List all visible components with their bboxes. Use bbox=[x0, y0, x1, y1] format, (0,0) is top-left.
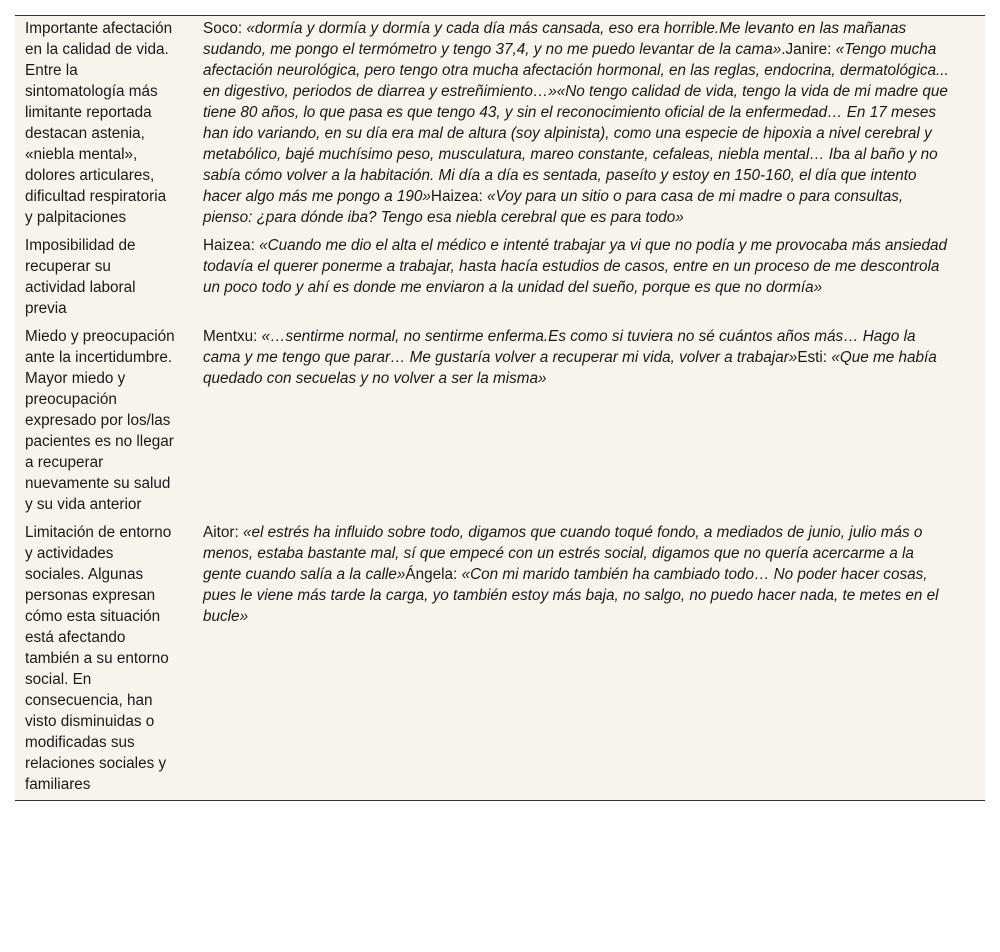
quote-text: «dormía y dormía y dormía y cada día más cansada, eso era horrible.Me levanto en las mañanas sudando, me pongo el termómetro y tengo 37,4, y no me puedo levantar de la cama» bbox=[203, 20, 907, 58]
quote-text: «…sentirme normal, no sentirme enferma.Es como si tuviera no sé cuántos años más… Hago la cama y me tengo que parar… Me gustaría volver a recuperar mi vida, volver a trabajar» bbox=[203, 328, 916, 366]
table-row bbox=[15, 324, 985, 520]
quote-text: «Tengo mucha afectación neurológica, pero tengo otra mucha afectación hormonal, en las reglas, endocrina, dermatológica... en digestivo, periodos de diarrea y estreñimiento…»«No tengo calidad de vida, tengo la vida de mi madre que tiene 80 años, lo que pasa es que tengo 43, y sin el reconocimiento oficial de la enfermedad… En 17 meses han ido variando, en su día era mal de altura (soy alpinista), como una especie de hipoxia a nivel cerebral y metabólico, bajé muchísimo peso, musculatura, mareo constante, cefaleas, niebla mental… Iba al baño y no sabía cómo volver a la habitación. Mi día a día es sentada, paseíto y estoy en 150-160, el día que intento hacer algo más me pongo a 190» bbox=[203, 41, 949, 205]
quotes-cell bbox=[203, 16, 985, 233]
theme-cell: Importante afectación en la calidad de vida. Entre la sintomatología más limitante reportada destacan astenia, «niebla mental», dolores articulares, dificultad respiratoria y palpitaciones bbox=[25, 20, 173, 226]
quotes-cell bbox=[203, 233, 985, 324]
quotes-cell bbox=[203, 520, 985, 800]
quotes-table-container bbox=[15, 15, 985, 801]
table-row bbox=[15, 233, 985, 324]
quote-text: «Con mi marido también ha cambiado todo… No poder hacer cosas, pues le viene más tarde la carga, yo también estoy más baja, no salgo, no puedo hacer nada, te metes en el bucle» bbox=[203, 566, 939, 625]
table-row bbox=[15, 16, 985, 233]
speaker-label: Soco: bbox=[203, 20, 247, 37]
speaker-label: .Janire: bbox=[781, 41, 836, 58]
speaker-label: Ángela: bbox=[405, 566, 462, 583]
quotes-table bbox=[15, 16, 985, 800]
quotes-cell bbox=[203, 324, 985, 520]
quote-text: «Voy para un sitio o para casa de mi madre o para consultas, pienso: ¿para dónde iba? Tengo esa niebla cerebral que es para todo» bbox=[203, 188, 904, 226]
speaker-label: Esti: bbox=[797, 349, 832, 366]
table-row bbox=[15, 520, 985, 800]
speaker-label: Haizea: bbox=[430, 188, 488, 205]
speaker-label: Mentxu: bbox=[203, 328, 262, 345]
theme-cell: Limitación de entorno y actividades sociales. Algunas personas expresan cómo esta situación está afectando también a su entorno social. En consecuencia, han visto disminuidas o modificadas sus relaciones sociales y familiares bbox=[25, 524, 172, 793]
quote-text: «Cuando me dio el alta el médico e intenté trabajar ya vi que no podía y me provocaba más ansiedad todavía el querer ponerme a trabajar, hasta hacía estudios de casos, entre en un proceso de me descontrola un poco todo y ahí es donde me enviaron a la unidad del sueño, porque es que no dormía» bbox=[203, 237, 948, 296]
theme-cell: Imposibilidad de recuperar su actividad laboral previa bbox=[25, 237, 136, 317]
speaker-label: Haizea: bbox=[203, 237, 260, 254]
quote-text: «el estrés ha influido sobre todo, digamos que cuando toqué fondo, a mediados de junio, julio más o menos, estaba bastante mal, sí que empecé con un estrés social, digamos que no quería acercarme a la gente cuando salía a la calle» bbox=[203, 524, 923, 583]
theme-cell: Miedo y preocupación ante la incertidumbre. Mayor miedo y preocupación expresado por los/las pacientes es no llegar a recuperar nuevamente su salud y su vida anterior bbox=[25, 328, 175, 513]
quote-text: «Que me había quedado con secuelas y no volver a ser la misma» bbox=[203, 349, 937, 387]
speaker-label: Aitor: bbox=[203, 524, 243, 541]
